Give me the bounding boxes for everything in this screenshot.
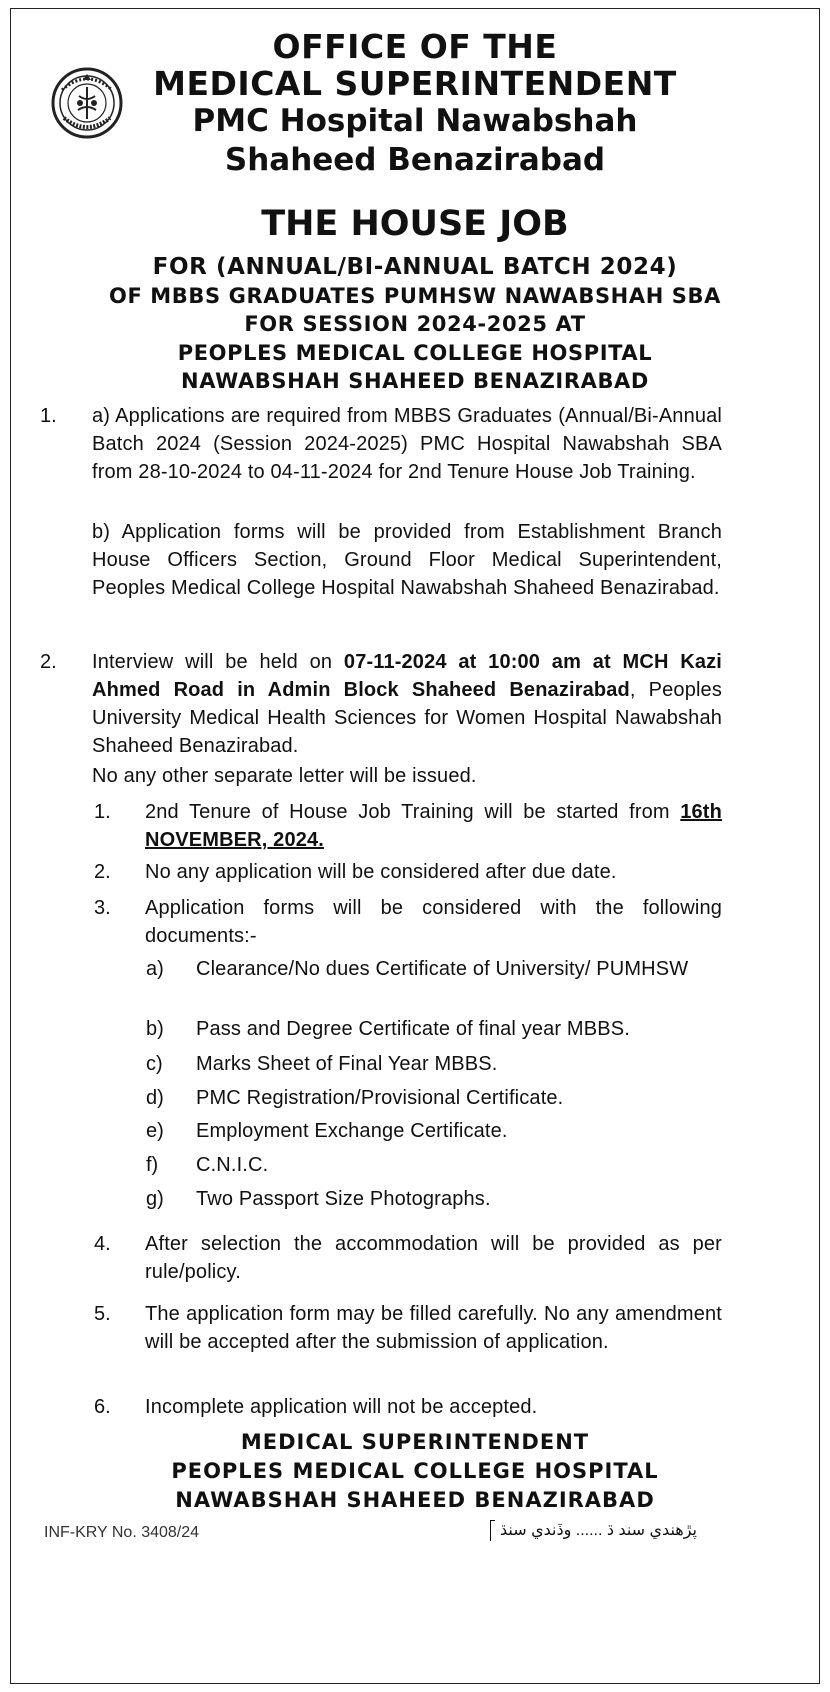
document-item: Marks Sheet of Final Year MBBS. <box>196 1053 498 1075</box>
header-city: Shaheed Benazirabad <box>224 142 606 178</box>
reference-number: INF-KRY No. 3408/24 <box>44 1524 200 1541</box>
signatory-hospital: PEOPLES MEDICAL COLLEGE HOSPITAL <box>171 1459 659 1483</box>
section-1-number: 1. <box>40 405 57 427</box>
document-letter: c) <box>146 1053 163 1075</box>
subtitle-line-1: FOR (ANNUAL/BI-ANNUAL BATCH 2024) <box>152 254 678 280</box>
training-start-text: 2nd Tenure of House Job Training will be started from <box>145 801 681 823</box>
training-start-date: 16th NOVEMBER, 2024. <box>145 801 722 851</box>
interview-intro: Interview will be held on <box>92 651 344 673</box>
list-item-text: Incomplete application will not be accepted. <box>145 1396 538 1418</box>
document-item: Two Passport Size Photographs. <box>196 1188 491 1210</box>
header-superintendent: MEDICAL SUPERINTENDENT <box>153 64 677 103</box>
list-item-number: 5. <box>94 1303 111 1325</box>
list-item-text: No any application will be considered after due date. <box>145 861 617 883</box>
document-letter: a) <box>146 958 164 980</box>
list-item-number: 3. <box>94 897 111 919</box>
document-item: Clearance/No dues Certificate of University/ PUMHSW <box>196 958 689 980</box>
subtitle-line-3: FOR SESSION 2024-2025 AT <box>244 312 586 336</box>
notice-title: THE HOUSE JOB <box>261 204 569 244</box>
document-letter: d) <box>146 1087 164 1109</box>
list-item-text <box>145 798 722 854</box>
list-item-number: 1. <box>94 801 111 823</box>
document-item: Pass and Degree Certificate of final year MBBS. <box>196 1018 630 1040</box>
subtitle-line-5: NAWABSHAH SHAHEED BENAZIRABAD <box>181 369 649 393</box>
header-office: OFFICE OF THE <box>272 27 558 66</box>
separate-letter-note: No any other separate letter will be issued. <box>92 765 477 787</box>
section-1b-paragraph: b) Application forms will be provided from Establishment Branch House Officers Section, Ground Floor Medical Superintendent, Peoples Medical College Hospital Nawabshah Shaheed Benazirabad. <box>92 521 722 599</box>
list-item-number: 6. <box>94 1396 111 1418</box>
subtitle-line-2: OF MBBS GRADUATES PUMHSW NAWABSHAH SBA <box>109 284 721 308</box>
signatory-city: NAWABSHAH SHAHEED BENAZIRABAD <box>175 1488 655 1512</box>
list-item-text: After selection the accommodation will be provided as per rule/policy. <box>145 1233 722 1283</box>
interview-date-venue: 07-11-2024 at 10:00 am at MCH Kazi Ahmed Road in Admin Block Shaheed Benazirabad <box>92 651 723 701</box>
section-2-number: 2. <box>40 651 57 673</box>
urdu-corner-mark <box>490 1520 495 1541</box>
list-item-text: The application form may be filled carefully. No any amendment will be accepted after the submission of application. <box>145 1303 722 1353</box>
document-item: Employment Exchange Certificate. <box>196 1120 508 1142</box>
list-item-number: 2. <box>94 861 111 883</box>
list-item-text: Application forms will be considered with the following documents:- <box>145 897 722 947</box>
document-letter: f) <box>146 1154 159 1176</box>
document-item: PMC Registration/Provisional Certificate. <box>196 1087 564 1109</box>
section-1a-paragraph: a) Applications are required from MBBS Graduates (Annual/Bi-Annual Batch 2024 (Session 2024-2025) PMC Hospital Nawabshah SBA from 28-10-2024 to 04-11-2024 for 2nd Tenure House Job Training. <box>92 405 722 483</box>
document-item: C.N.I.C. <box>196 1154 269 1176</box>
header-hospital: PMC Hospital Nawabshah <box>192 103 638 139</box>
urdu-note: پڙهندي سند ڌ ...... وڏندي سنڌ <box>500 1522 697 1539</box>
signatory-title: MEDICAL SUPERINTENDENT <box>240 1430 590 1454</box>
document-letter: g) <box>146 1188 164 1210</box>
list-item-number: 4. <box>94 1233 111 1255</box>
subtitle-line-4: PEOPLES MEDICAL COLLEGE HOSPITAL <box>177 341 653 365</box>
interview-paragraph <box>92 648 722 760</box>
document-letter: e) <box>146 1120 164 1142</box>
interview-rest: , Peoples University Medical Health Sciences for Women Hospital Nawabshah Shaheed Benazirabad. <box>92 679 722 757</box>
document-letter: b) <box>146 1018 164 1040</box>
